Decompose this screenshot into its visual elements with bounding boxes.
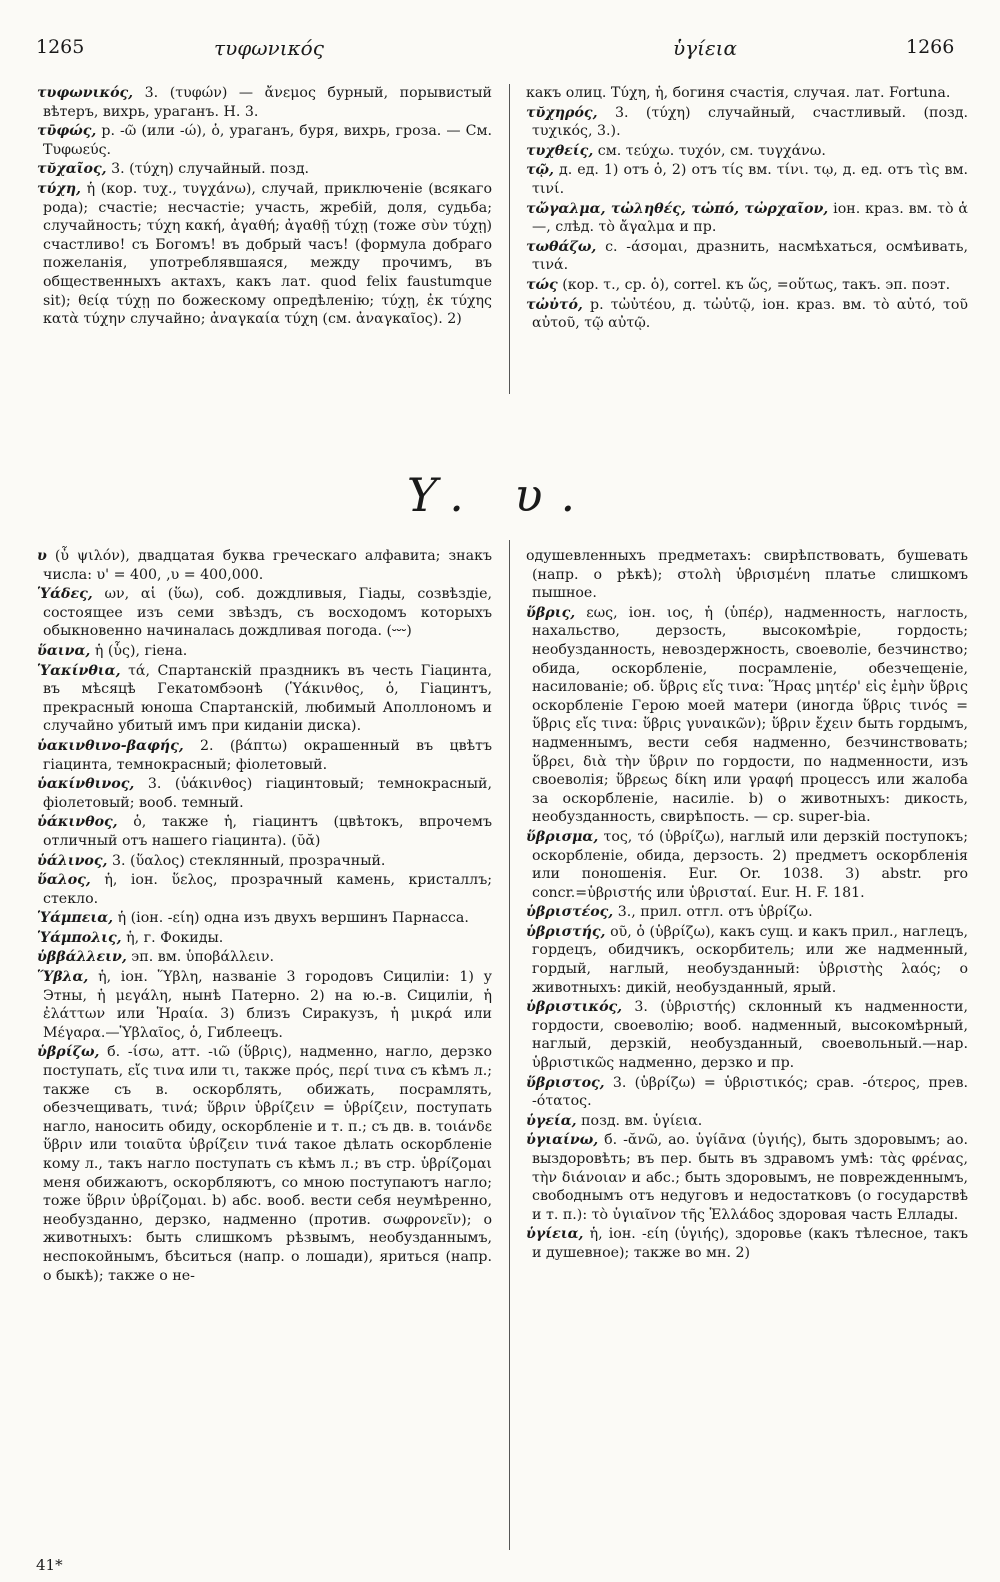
entry-definition: іон. краз. вм. τὸ ἁ—, слѣд. τὸ ἄγαλμα и пр. — [532, 200, 969, 236]
entry-definition: οῦ, ὁ (ὑβρίζω), какъ сущ. и какъ прил., наглецъ, гордецъ, обидчикъ, оскорбитель; или же надменный, гордый, наглый, необузданный: ὑβριστὴς λαός; о животныхъ: дикій, необузданный, ярый. — [532, 923, 968, 996]
entry-definition: ἡ (кор. τυχ., τυγχάνω), случай, приключеніе (всякаго рода); счастіе; несчастіе; участь, жребій, доля, судьба; случайность; τύχη κακή, ἀγαθή; ἀγαθῇ τύχῃ (тоже σὺν τύχῃ) счастливо! съ Богомъ! въ добрый часъ! (формула добраго пожеланія, употреблявшаяся, между прочимъ, въ общественныхъ актахъ, какъ лат. quod felix faustumque sit); θείᾳ τύχῃ по божескому опредѣленію; τύχῃ, ἐκ τύχης κατὰ τύχην случайно; ἀναγκαία τύχη (см. ἀναγκαῖος). 2) — [43, 180, 492, 328]
dictionary-entry — [37, 871, 492, 908]
entry-headword: ὑάκινθος, — [37, 814, 118, 831]
column-divider-bottom — [509, 540, 510, 1550]
entry-definition: 3. (ὑβρίζω) = ὑβριστικός; срав. -ότερος, прев. -ότατος. — [532, 1074, 968, 1110]
entry-headword: τῡφώς, — [37, 123, 97, 140]
column-top-left — [37, 84, 492, 330]
dictionary-entry — [526, 547, 968, 603]
entry-definition: ἡ (іон. -είη) одна изъ двухъ вершинъ Парнасса. — [117, 910, 469, 927]
entry-headword: Ὑάμπολις, — [37, 929, 122, 946]
entry-headword: τυχθείς, — [526, 142, 594, 159]
entry-headword: τωθάζω, — [526, 238, 597, 255]
entry-definition: позд. вм. ὑγίεια. — [581, 1112, 703, 1129]
dictionary-entry — [37, 547, 492, 584]
entry-headword: τῷ, — [526, 162, 554, 179]
entry-headword: ὑακίνθινος, — [37, 776, 135, 793]
dictionary-entry — [37, 968, 492, 1042]
entry-headword: ὑγιαίνω, — [526, 1132, 599, 1149]
entry-headword: Ὑακίνθια, — [37, 662, 121, 679]
dictionary-entry — [526, 998, 968, 1072]
dictionary-entry — [37, 929, 492, 948]
entry-definition: 3. (τυφών) — ἄνεμος бурный, порывистый вѣтеръ, вихрь, ураганъ. Н. 3. — [43, 85, 492, 120]
section-letter-heading: Y. υ. — [406, 468, 594, 522]
dictionary-entry — [37, 852, 492, 871]
entry-definition: (ὖ ψιλόν), двадцатая буква греческаго алфавита; знакъ числа: υ' = 400, ,υ = 400,000. — [43, 548, 492, 583]
dictionary-entry — [37, 84, 492, 121]
dictionary-entry — [37, 813, 492, 850]
entry-headword: τὤγαλμα, τὠληθές, τὠπό, τὠρχαῖον, — [526, 200, 829, 217]
entry-definition: ὁ, также ἡ, гіацинтъ (цвѣтокъ, впрочемъ отличный отъ нашего гіацинта). (ῠᾰ) — [43, 814, 492, 849]
entry-headword: ὑβριστής, — [526, 923, 606, 940]
dictionary-entry — [526, 1131, 968, 1224]
page-header — [0, 0, 1000, 70]
dictionary-entry — [526, 276, 968, 295]
dictionary-entry — [37, 1043, 492, 1285]
dictionary-entry — [526, 1225, 968, 1262]
entry-headword: ὑγίεια, — [526, 1226, 584, 1243]
entry-definition: с. -άσομαι, дразнить, насмѣхаться, осмѣивать, τινά. — [532, 238, 968, 274]
entry-headword: τὠὐτό, — [526, 296, 583, 313]
entry-definition: τος, τό (ὑβρίζω), наглый или дерзкій поступокъ; оскорбленіе, обида, дерзость. 2) предметъ оскорбленія или поношенія. Eur. Or. 1038. 3) abstr. pro concr.=ὑβριστής или ὑβρισταί. Eur. H. F. 181. — [532, 828, 968, 901]
dictionary-entry — [37, 160, 492, 179]
entry-definition: 3. (τύχη) случайный. позд. — [111, 161, 310, 178]
dictionary-entry — [37, 737, 492, 774]
entry-definition: ων, αἱ (ὕω), соб. дождливыя, Гіады, созвѣздіе, состоящее изъ семи звѣздъ, съ восходомъ которыхъ обыкновенно начиналась дождливая погода. (⏑⏑⏑) — [43, 586, 492, 640]
entry-definition: τά, Спартанскій праздникъ въ честь Гіацинта, въ мѣсяцѣ Гекатомбэонѣ (Ὑάκινθος, ὁ, Гіацинтъ, прекрасный юноша Спартанскій, любимый Аполлономъ и случайно убитый имъ при киданіи диска). — [43, 662, 492, 735]
dictionary-entry — [37, 909, 492, 928]
entry-headword: ὑβριστικός, — [526, 999, 623, 1016]
entry-headword: ὑάλινος, — [37, 852, 108, 869]
entry-definition: 3., прил. отгл. отъ ὑβρίζω. — [617, 904, 813, 921]
entry-headword: ὑββάλλειν, — [37, 949, 127, 966]
entry-definition: см. τεύχω. τυχόν, см. τυγχάνω. — [597, 142, 826, 159]
dictionary-entry — [526, 923, 968, 997]
entry-headword: Ὑάδες, — [37, 586, 93, 603]
entry-headword: Ὕβλα, — [37, 969, 89, 986]
entry-headword: υ — [37, 548, 47, 564]
dictionary-entry — [526, 104, 968, 141]
entry-definition: 3. (τύχη) случайный, счастливый. (позд. τυχικός, 3.). — [532, 104, 968, 140]
dictionary-entry — [526, 1112, 968, 1131]
dictionary-entry — [526, 200, 968, 237]
entry-definition: б. -ίσω, атт. -ιῶ (ὕβρις), надменно, нагло, дерзко поступать, εἴς τινα или τι, также πρός, περί τινα съ кѣмъ л.; также съ в. оскорблять, обижать, посрамлять, обезчещивать, τινά; ὕβριν ὑβρίζειν = ὑβρίζειν, поступать нагло, наносить обиду, оскорбленіе и т. п.; съ дв. в. τοιάνδε ὕβριν или τοιαῦτα ὑβρίζειν τινά такое дѣлать оскорбленіе кому л., такъ нагло поступать съ кѣмъ л.; въ стр. ὑβρίζομαι меня обижаютъ, оскорбляютъ, со мною поступаютъ нагло; тоже ὕβριν ὑβρίζομαι. b) абс. вооб. вести себя неумѣренно, необузданно, дерзко, надменно (против. σωφρονεῖν); о животныхъ: быть слишкомъ рѣзвымъ, необузданнымъ, неспокойнымъ, бѣситься (напр. о лошади), яриться (напр. о быкѣ); также о не- — [43, 1044, 492, 1284]
entry-headword: τυφωνικός, — [37, 85, 134, 101]
entry-definition: (кор. τ., ср. ὁ), correl. къ ὥς, =οὕτως, такъ. эп. поэт. — [562, 276, 951, 293]
entry-definition: 3. (ὕαλος) стеклянный, прозрачный. — [111, 852, 386, 869]
signature-mark: 41* — [36, 1556, 63, 1574]
entry-headword: ὑακινθινο-βαφής, — [37, 737, 184, 754]
dictionary-entry — [526, 903, 968, 922]
dictionary-entry — [526, 84, 968, 103]
entry-definition: б. -ᾰνῶ, ао. ὑγίᾱνα (ὑγιής), быть здоровымъ; ао. выздоровѣть; въ пер. быть въ здравомъ умѣ: τὰς φρένας, τὴν διάνοιαν и абс.; быть здоровымъ, не поврежденнымъ, свободнымъ отъ недуговъ и недостатковъ (о государствѣ и т. п.): τὸ ὑγιαῖνον τῆς Ἑλλάδος здоровая часть Еллады. — [532, 1132, 969, 1223]
dictionary-entry — [37, 122, 492, 159]
entry-definition: ἡ (ὗς), гіена. — [94, 642, 188, 659]
dictionary-entry — [526, 238, 968, 275]
entry-headword: ὕαλος, — [37, 872, 91, 889]
entry-definition: какъ олиц. Τύχη, ἡ, богиня счастія, случая. лат. Fortuna. — [526, 85, 951, 101]
dictionary-entry — [526, 161, 968, 198]
dictionary-entry — [526, 142, 968, 161]
entry-headword: ὕβρις, — [526, 604, 576, 621]
entry-headword: Ὑάμπεια, — [37, 910, 114, 927]
dictionary-entry — [37, 948, 492, 967]
entry-definition: р. τὠὐτέου, д. τὠὐτῷ, іон. краз. вм. τὸ αὐτό, τοῦ αὐτοῦ, τῷ αὐτῷ. — [532, 296, 968, 332]
entry-definition: ἡ, іон. ὕελος, прозрачный камень, кристаллъ; стекло. — [43, 872, 492, 907]
entry-definition: 3. (ὑβριστής) склонный къ надменности, гордости, своеволію; вооб. надменный, высокомѣрный, наглый, дерзкій, необузданный, своевольный.—нар. ὑβριστικῶς надменно, дерзко и пр. — [532, 999, 969, 1072]
page-number-right: 1266 — [906, 36, 955, 58]
dictionary-entry — [526, 604, 968, 827]
entry-definition: εως, іон. ιος, ἡ (ὑπέρ), надменность, наглость, нахальство, дерзость, высокомѣріе, гордость; необузданность, невоздержность, своеволіе, безчинство; обида, оскорбленіе, посрамленіе, обезчещеніе, насилованіе; об. ὕβρις εἴς τινα: Ἥρας μητέρ' εἰς ἐμὴν ὕβρις оскорбленіе Герою моей матери (иногда ὕβρις τινός = ὕβρις εἴς τινα: ὕβρις γυναικῶν); ὕβριν ἔχειν быть гордымъ, надменнымъ, вести себя надменно, безчинствовать; ὕβρει, διὰ τὴν ὕβριν по гордости, по надменности, изъ своеволія; ὕβρεως δίκη или γραφή процессъ или жалоба за оскорбленіе, насиліе. b) о животныхъ: дикость, необузданность, свирѣпость. — ср. super-bia. — [532, 604, 968, 826]
entry-headword: ὑβριστέος, — [526, 904, 614, 921]
entry-headword: τῠχαῖος, — [37, 161, 107, 178]
entry-headword: τώς — [526, 276, 558, 293]
entry-definition: ἡ, іон. Ὕβλη, названіе 3 городовъ Сициліи: 1) у Этны, ἡ μεγάλη, нынѣ Патерно. 2) на ю.-в. Сициліи, ἡ ἐλάττων или Ἡραία. 3) близъ Сиракузъ, ἡ μικρά или Μέγαρα.—Ὑβλαῖος, ὁ, Гиблеецъ. — [43, 969, 493, 1041]
column-top-right — [526, 84, 968, 334]
dictionary-entry — [526, 828, 968, 902]
dictionary-entry — [37, 642, 492, 661]
entry-definition: эп. вм. ὑποβάλλειν. — [131, 949, 275, 966]
entry-headword: ὕβρισμα, — [526, 828, 599, 845]
entry-definition: ἡ, іон. -είη (ὑγιής), здоровье (какъ тѣлесное, такъ и душевное); также во мн. 2) — [532, 1226, 968, 1261]
running-headword-left: τυφωνικός — [214, 36, 324, 60]
entry-definition: 2. (βάπτω) окрашенный въ цвѣтъ гіацинта, темнокрасный; фіолетовый. — [43, 737, 493, 773]
entry-headword: τῠχηρός, — [526, 104, 598, 121]
column-bottom-right — [526, 547, 968, 1264]
entry-definition: одушевленныхъ предметахъ: свирѣпствовать, бушевать (напр. о рѣкѣ); στολὴ ὑβρισμένη платье слишкомъ пышное. — [526, 548, 968, 602]
entry-headword: ὕβριστος, — [526, 1074, 605, 1091]
entry-definition: 3. (ὑάκινθος) гіацинтовый; темнокрасный, фіолетовый; вооб. темный. — [43, 776, 492, 811]
page-number-left: 1265 — [36, 36, 85, 58]
entry-headword: ὑβρίζω, — [37, 1044, 100, 1061]
dictionary-entry — [37, 775, 492, 812]
entry-headword: ὑγεία, — [526, 1112, 577, 1129]
dictionary-entry — [37, 585, 492, 641]
dictionary-entry — [526, 296, 968, 333]
dictionary-entry — [37, 180, 492, 329]
entry-headword: ὕαινα, — [37, 642, 91, 659]
running-headword-right: ὑγίεια — [673, 36, 738, 60]
entry-definition: р. -ῶ (или -ώ), ὁ, ураганъ, буря, вихрь, гроза. — См. Τυφωεύς. — [43, 123, 492, 158]
dictionary-entry — [526, 1074, 968, 1111]
entry-definition: д. ед. 1) отъ ὁ, 2) отъ τίς вм. τίνι. τῳ, д. ед. отъ τὶς вм. τινί. — [532, 162, 968, 197]
entry-headword: τύχη, — [37, 180, 81, 197]
column-divider-top — [509, 84, 510, 394]
dictionary-entry — [37, 662, 492, 736]
entry-definition: ἡ, г. Фокиды. — [126, 929, 224, 946]
column-bottom-left — [37, 547, 492, 1286]
